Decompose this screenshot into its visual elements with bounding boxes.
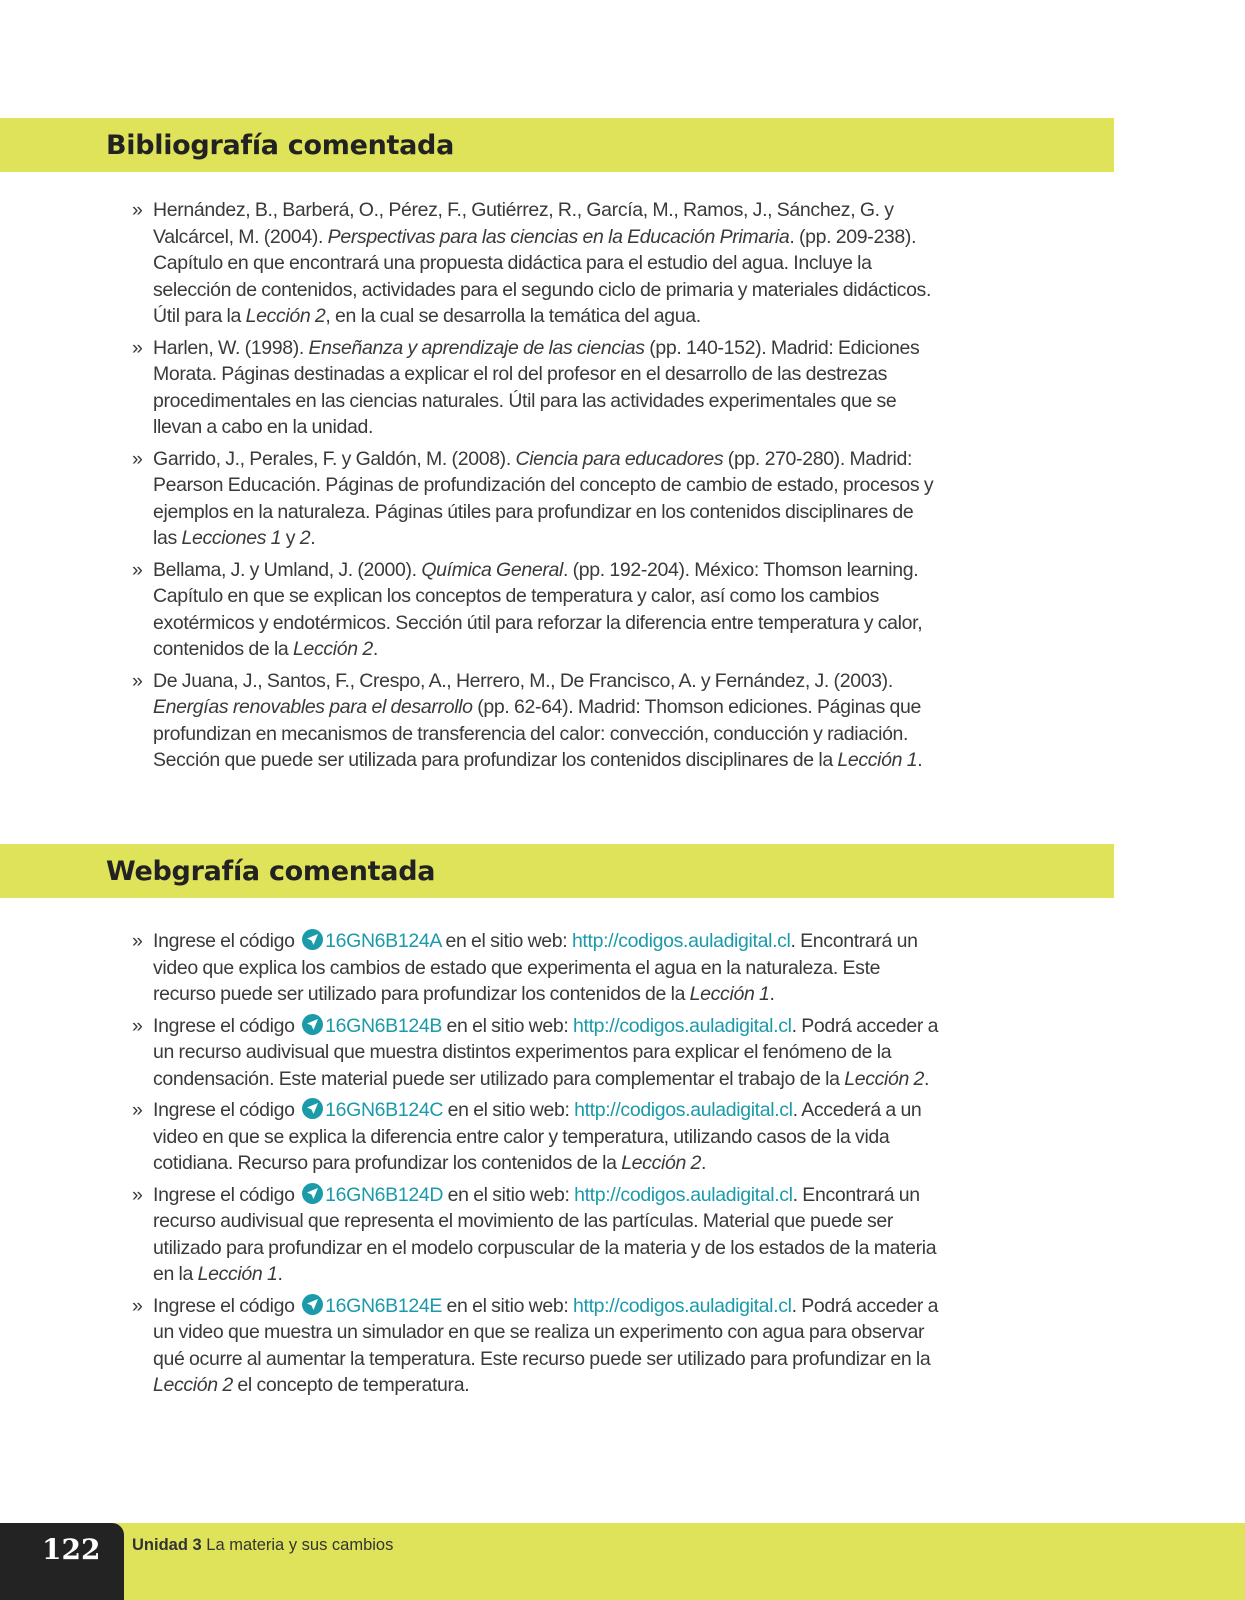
lesson-ref: Lección 2 [844, 1067, 925, 1090]
webography-item: » Ingrese el código 16GN6B124C en el sitio web: http://codigos.auladigital.cl. Accederá a un video en que se explica la diferencia entre calor y temperatura, utilizando casos de la vida cotidiana. Recurso para profundizar los contenidos de la Lección 2. [132, 1099, 922, 1174]
lesson-ref: Lección 2 [245, 305, 326, 327]
lesson-ref: Lección 2 [153, 1374, 233, 1396]
arrow-icon [302, 929, 323, 950]
website-link[interactable]: http://codigos.auladigital.cl [574, 1183, 793, 1206]
bullet-marker: » [132, 336, 143, 359]
book-title: Ciencia para educadores [515, 447, 724, 470]
bullet-marker: » [132, 447, 143, 470]
website-link[interactable]: http://codigos.auladigital.cl [573, 1294, 792, 1317]
bibliography-item: » Hernández, B., Barberá, O., Pérez, F., Gutiérrez, R., García, M., Ramos, J., Sánchez, G. y Valcárcel, M. (2004). Perspectivas para las ciencias en la Educación Primaria. (pp. 209-238). Capítulo en que encontrará una propuesta didáctica para el estudio del agua. Incluye la selección de contenidos, actividades para el segundo ciclo de primaria y materiales didácticos. Útil para la Lección 2, en la cual se desarrolla la temática del agua. [132, 199, 932, 327]
arrow-icon [302, 1014, 323, 1035]
bullet-marker: » [132, 199, 143, 221]
lesson-ref: Lección 2 [293, 638, 373, 660]
lesson-ref: Lección 2 [621, 1152, 702, 1174]
resource-code: 16GN6B124E [325, 1294, 442, 1317]
page-number-tab [0, 1523, 124, 1600]
webography-item: » Ingrese el código 16GN6B124E en el sitio web: http://codigos.auladigital.cl. Podrá acceder a un video que muestra un simulador en que se realiza un experimento con agua para observar qué ocurre al aumentar la temperatura. Este recurso puede ser utilizado para profundizar en la Lección 2 el concepto de temperatura. [132, 1294, 939, 1396]
lesson-ref: Lecciones 1 [181, 527, 282, 549]
bibliography-title: Bibliografía comentada [106, 129, 454, 161]
bullet-marker: » [132, 1014, 143, 1037]
webography-title: Webgrafía comentada [106, 855, 436, 887]
webography-item: » Ingrese el código 16GN6B124B en el sitio web: http://codigos.auladigital.cl. Podrá acceder a un recurso audivisual que muestra distintos experimentos para explicar el fenómeno de la condensación. Este material puede ser utilizado para complementar el trabajo de la Lección 2. [132, 1014, 939, 1090]
arrow-icon [302, 1294, 323, 1315]
webography-item: » Ingrese el código 16GN6B124D en el sitio web: http://codigos.auladigital.cl. Encontrará un recurso audivisual que representa el movimiento de las partículas. Material que puede ser utilizado para profundizar en el modelo corpuscular de la materia y de los estados de la materia en la Lección 1. [132, 1183, 937, 1285]
website-link[interactable]: http://codigos.auladigital.cl [571, 930, 791, 952]
webography-list [132, 928, 940, 1404]
bullet-marker: » [132, 930, 143, 952]
bibliography-header [0, 118, 1114, 172]
bibliography-item: » Bellama, J. y Umland, J. (2000). Química General. (pp. 192-204). México: Thomson learning. Capítulo en que se explican los conceptos de temperatura y calor, así como los cambios exotérmicos y endotérmicos. Sección útil para reforzar la diferencia entre temperatura y calor, contenidos de la Lección 2. [132, 558, 923, 660]
bullet-marker: » [132, 558, 143, 581]
book-title: Enseñanza y aprendizaje de las ciencias [308, 336, 645, 359]
resource-code: 16GN6B124A [325, 930, 441, 952]
bullet-marker: » [132, 1294, 143, 1317]
unit-caption [132, 1536, 393, 1555]
lesson-ref: Lección 1 [689, 983, 770, 1005]
arrow-icon [302, 1098, 323, 1119]
unit-title: La materia y sus cambios [206, 1536, 394, 1554]
book-title: Química General [421, 558, 563, 581]
bibliography-item: » Harlen, W. (1998). Enseñanza y aprendizaje de las ciencias (pp. 140-152). Madrid: Ediciones Morata. Páginas destinadas a explicar el rol del profesor en el desarrollo de las destrezas procedimentales en las ciencias naturales. Útil para las actividades experimentales que se llevan a cabo en la unidad. [132, 336, 920, 438]
page-footer [0, 1523, 1245, 1600]
unit-label: Unidad 3 [132, 1536, 202, 1554]
bullet-marker: » [132, 669, 143, 692]
bibliography-list [132, 197, 940, 779]
resource-code: 16GN6B124D [325, 1183, 444, 1206]
bullet-marker: » [132, 1183, 143, 1206]
arrow-icon [302, 1183, 323, 1204]
lesson-ref: Lección 1 [197, 1263, 278, 1285]
bullet-marker: » [132, 1099, 143, 1121]
bibliography-item: » De Juana, J., Santos, F., Crespo, A., Herrero, M., De Francisco, A. y Fernández, J. (2003). Energías renovables para el desarrollo (pp. 62-64). Madrid: Thomson ediciones. Páginas que profundizan en mecanismos de transferencia del calor: convección, conducción y radiación. Sección que puede ser utilizada para profundizar los contenidos disciplinares de la Lección 1. [132, 669, 923, 771]
lesson-ref: Lección 1 [837, 749, 918, 771]
book-title: Perspectivas para las ciencias en la Educación Primaria [327, 225, 790, 248]
website-link[interactable]: http://codigos.auladigital.cl [574, 1099, 793, 1121]
webography-item: » Ingrese el código 16GN6B124A en el sitio web: http://codigos.auladigital.cl. Encontrará un video que explica los cambios de estado que experimenta el agua en la naturaleza. Este recurso puede ser utilizado para profundizar los contenidos de la Lección 1. [132, 930, 918, 1005]
page-number: 122 [42, 1533, 101, 1566]
bibliography-item: » Garrido, J., Perales, F. y Galdón, M. (2008). Ciencia para educadores (pp. 270-280). Madrid: Pearson Educación. Páginas de profundización del concepto de cambio de estado, procesos y ejemplos en la naturaleza. Páginas útiles para profundizar en los contenidos disciplinares de las Lecciones 1 y 2. [132, 447, 934, 549]
webography-header [0, 844, 1114, 898]
resource-code: 16GN6B124C [325, 1099, 444, 1121]
lesson-ref: 2 [299, 527, 311, 549]
website-link[interactable]: http://codigos.auladigital.cl [573, 1014, 792, 1037]
book-title: Energías renovables para el desarrollo [153, 696, 473, 718]
resource-code: 16GN6B124B [325, 1014, 442, 1037]
